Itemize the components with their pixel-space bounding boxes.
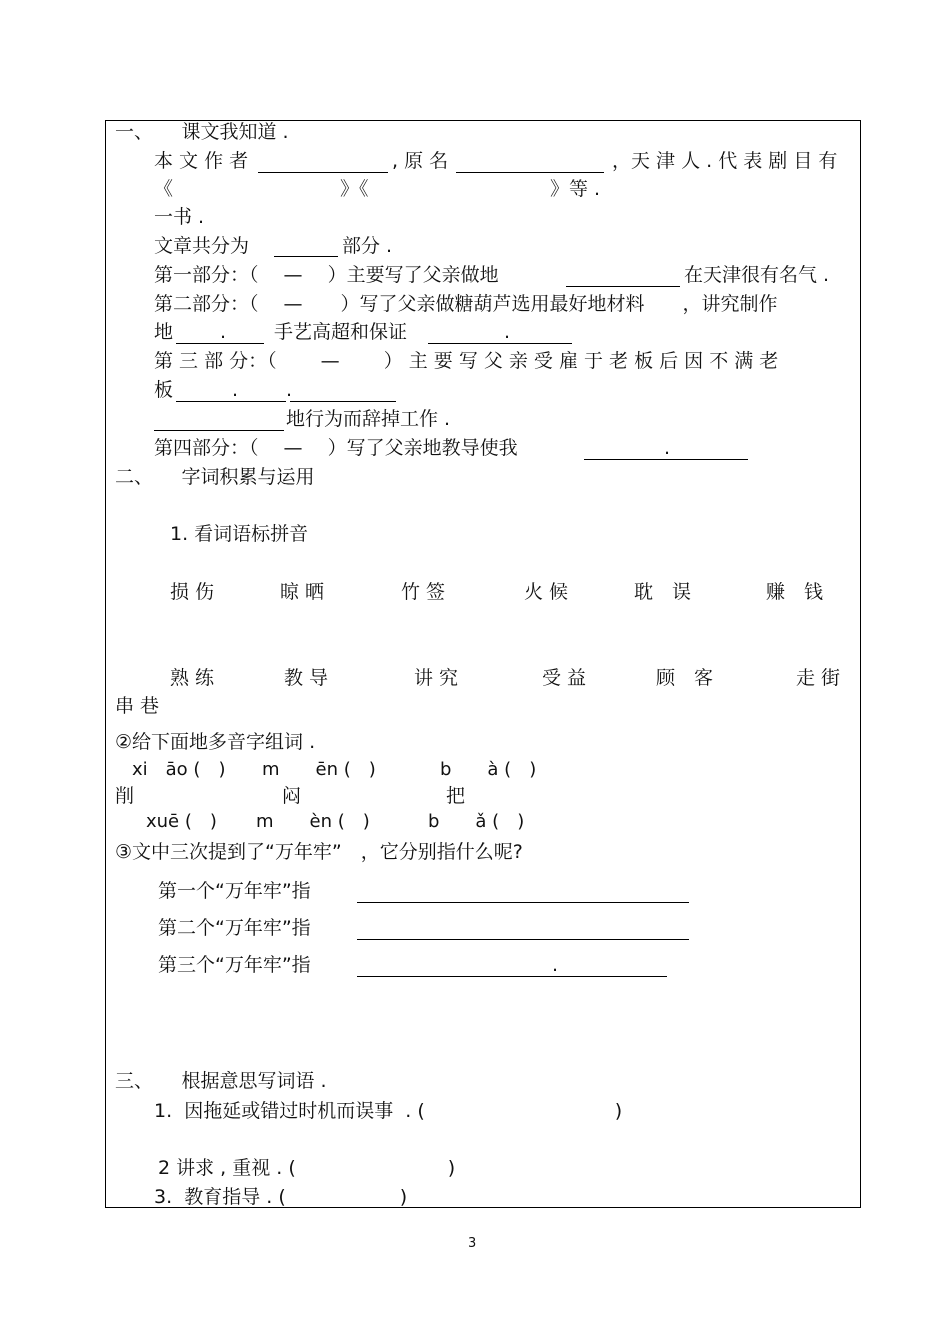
pinyin-item: xuē ( ) [146, 811, 217, 832]
part4-blank[interactable] [584, 459, 748, 460]
part2-text-cont: 地 [154, 321, 174, 343]
part3-text-cont: 板 [154, 379, 174, 401]
part2-dot-2: . [504, 321, 511, 343]
part3-dot-1: . [232, 379, 239, 401]
part3-blank-3[interactable] [154, 430, 284, 431]
word-item: 熟 练 [170, 667, 215, 689]
wannianlao-item: 第一个“万年牢”指 [158, 880, 311, 902]
meaning-item: 1. 因拖延或错过时机而误事 . ( ) [154, 1100, 623, 1122]
pinyin-item: xi āo ( ) [132, 759, 226, 780]
wannianlao-blank-2[interactable] [357, 939, 689, 940]
parts-count-blank[interactable] [274, 256, 338, 257]
word-item: 火 候 [524, 581, 569, 603]
part3-text: 第 三 部 分：（ — ） 主 要 写 父 亲 受 雇 于 老 板 后 因 不 满 老 [154, 350, 779, 372]
part3-blank-2[interactable] [290, 401, 396, 402]
section2-heading: 二、 字词积累与运用 [115, 466, 315, 488]
polyphone-char: 把 [446, 785, 466, 807]
parts-count-suffix: 部分 . [342, 235, 393, 257]
part2-text: 第二部分：（ — ）写了父亲做糖葫芦选用最好地材料 ，讲究制作 [154, 293, 778, 315]
word-item: 赚 钱 [766, 581, 824, 603]
original-name-label: , 原 名 [392, 150, 449, 172]
original-name-blank[interactable] [456, 172, 604, 173]
word-item: 教 导 [284, 667, 329, 689]
word-item: 损 伤 [170, 581, 215, 603]
meaning-item: 3. 教育指导 . ( ) [154, 1186, 408, 1208]
meaning-item: 2 讲求 , 重视 . ( ) [158, 1157, 456, 1179]
word-item: 晾 晒 [280, 581, 325, 603]
bracket-open-1: 《 [154, 178, 174, 200]
part3-dot-2: . [286, 379, 293, 401]
part2-blank-1[interactable] [176, 343, 264, 344]
works-label: ，天 津 人 . 代 表 剧 目 有 [612, 150, 838, 172]
part1-blank[interactable] [566, 286, 680, 287]
pinyin-item: b à ( ) [440, 759, 537, 780]
polyphone-task: ②给下面地多音字组词 . [115, 731, 316, 753]
part2-dot-1: . [220, 321, 227, 343]
pinyin-item: m èn ( ) [256, 811, 370, 832]
polyphone-char: 闷 [282, 785, 302, 807]
part3-blank-1[interactable] [176, 401, 286, 402]
part4-dot: . [664, 437, 671, 459]
part2-quality-label: 手艺高超和保证 [274, 321, 408, 343]
word-item-cont: 串 巷 [115, 695, 160, 717]
pinyin-item: m ēn ( ) [262, 759, 376, 780]
wannianlao-dot: . [552, 954, 559, 976]
wannianlao-item: 第二个“万年牢”指 [158, 917, 311, 939]
part1-text: 第一部分：（ — ）主要写了父亲做地 [154, 264, 499, 286]
word-item: 讲 究 [414, 667, 459, 689]
part2-blank-2[interactable] [428, 343, 572, 344]
bracket-close: 》等 . [550, 178, 601, 200]
bracket-mid: 》《 [340, 178, 369, 200]
wannianlao-item: 第三个“万年牢”指 [158, 954, 311, 976]
wannianlao-blank-1[interactable] [357, 902, 689, 903]
word-item: 受 益 [542, 667, 587, 689]
page-number: 3 [468, 1236, 477, 1251]
pinyin-task: 1. 看词语标拼音 [170, 523, 309, 545]
word-item: 耽 误 [634, 581, 692, 603]
section1-heading: 一、 课文我知道 . [115, 121, 289, 143]
polyphone-char: 削 [115, 785, 135, 807]
section3-heading: 三、 根据意思写词语 . [115, 1070, 327, 1092]
pinyin-item: b ǎ ( ) [428, 811, 525, 832]
part3-suffix: 地行为而辞掉工作 . [286, 408, 451, 430]
wannianlao-blank-3[interactable] [357, 976, 667, 977]
part1-suffix: 在天津很有名气 . [684, 264, 830, 286]
author-blank[interactable] [258, 172, 388, 173]
word-item: 顾 客 [656, 667, 714, 689]
word-item: 走 街 [796, 667, 841, 689]
word-item: 竹 签 [401, 581, 446, 603]
parts-count-label: 文章共分为 [154, 235, 250, 257]
book-line: 一书 . [154, 206, 205, 228]
part4-text: 第四部分：（ — ）写了父亲地教导使我 [154, 437, 518, 459]
wannianlao-task: ③文中三次提到了“万年牢” ，它分别指什么呢? [115, 841, 523, 863]
author-label: 本 文 作 者 [154, 150, 249, 172]
